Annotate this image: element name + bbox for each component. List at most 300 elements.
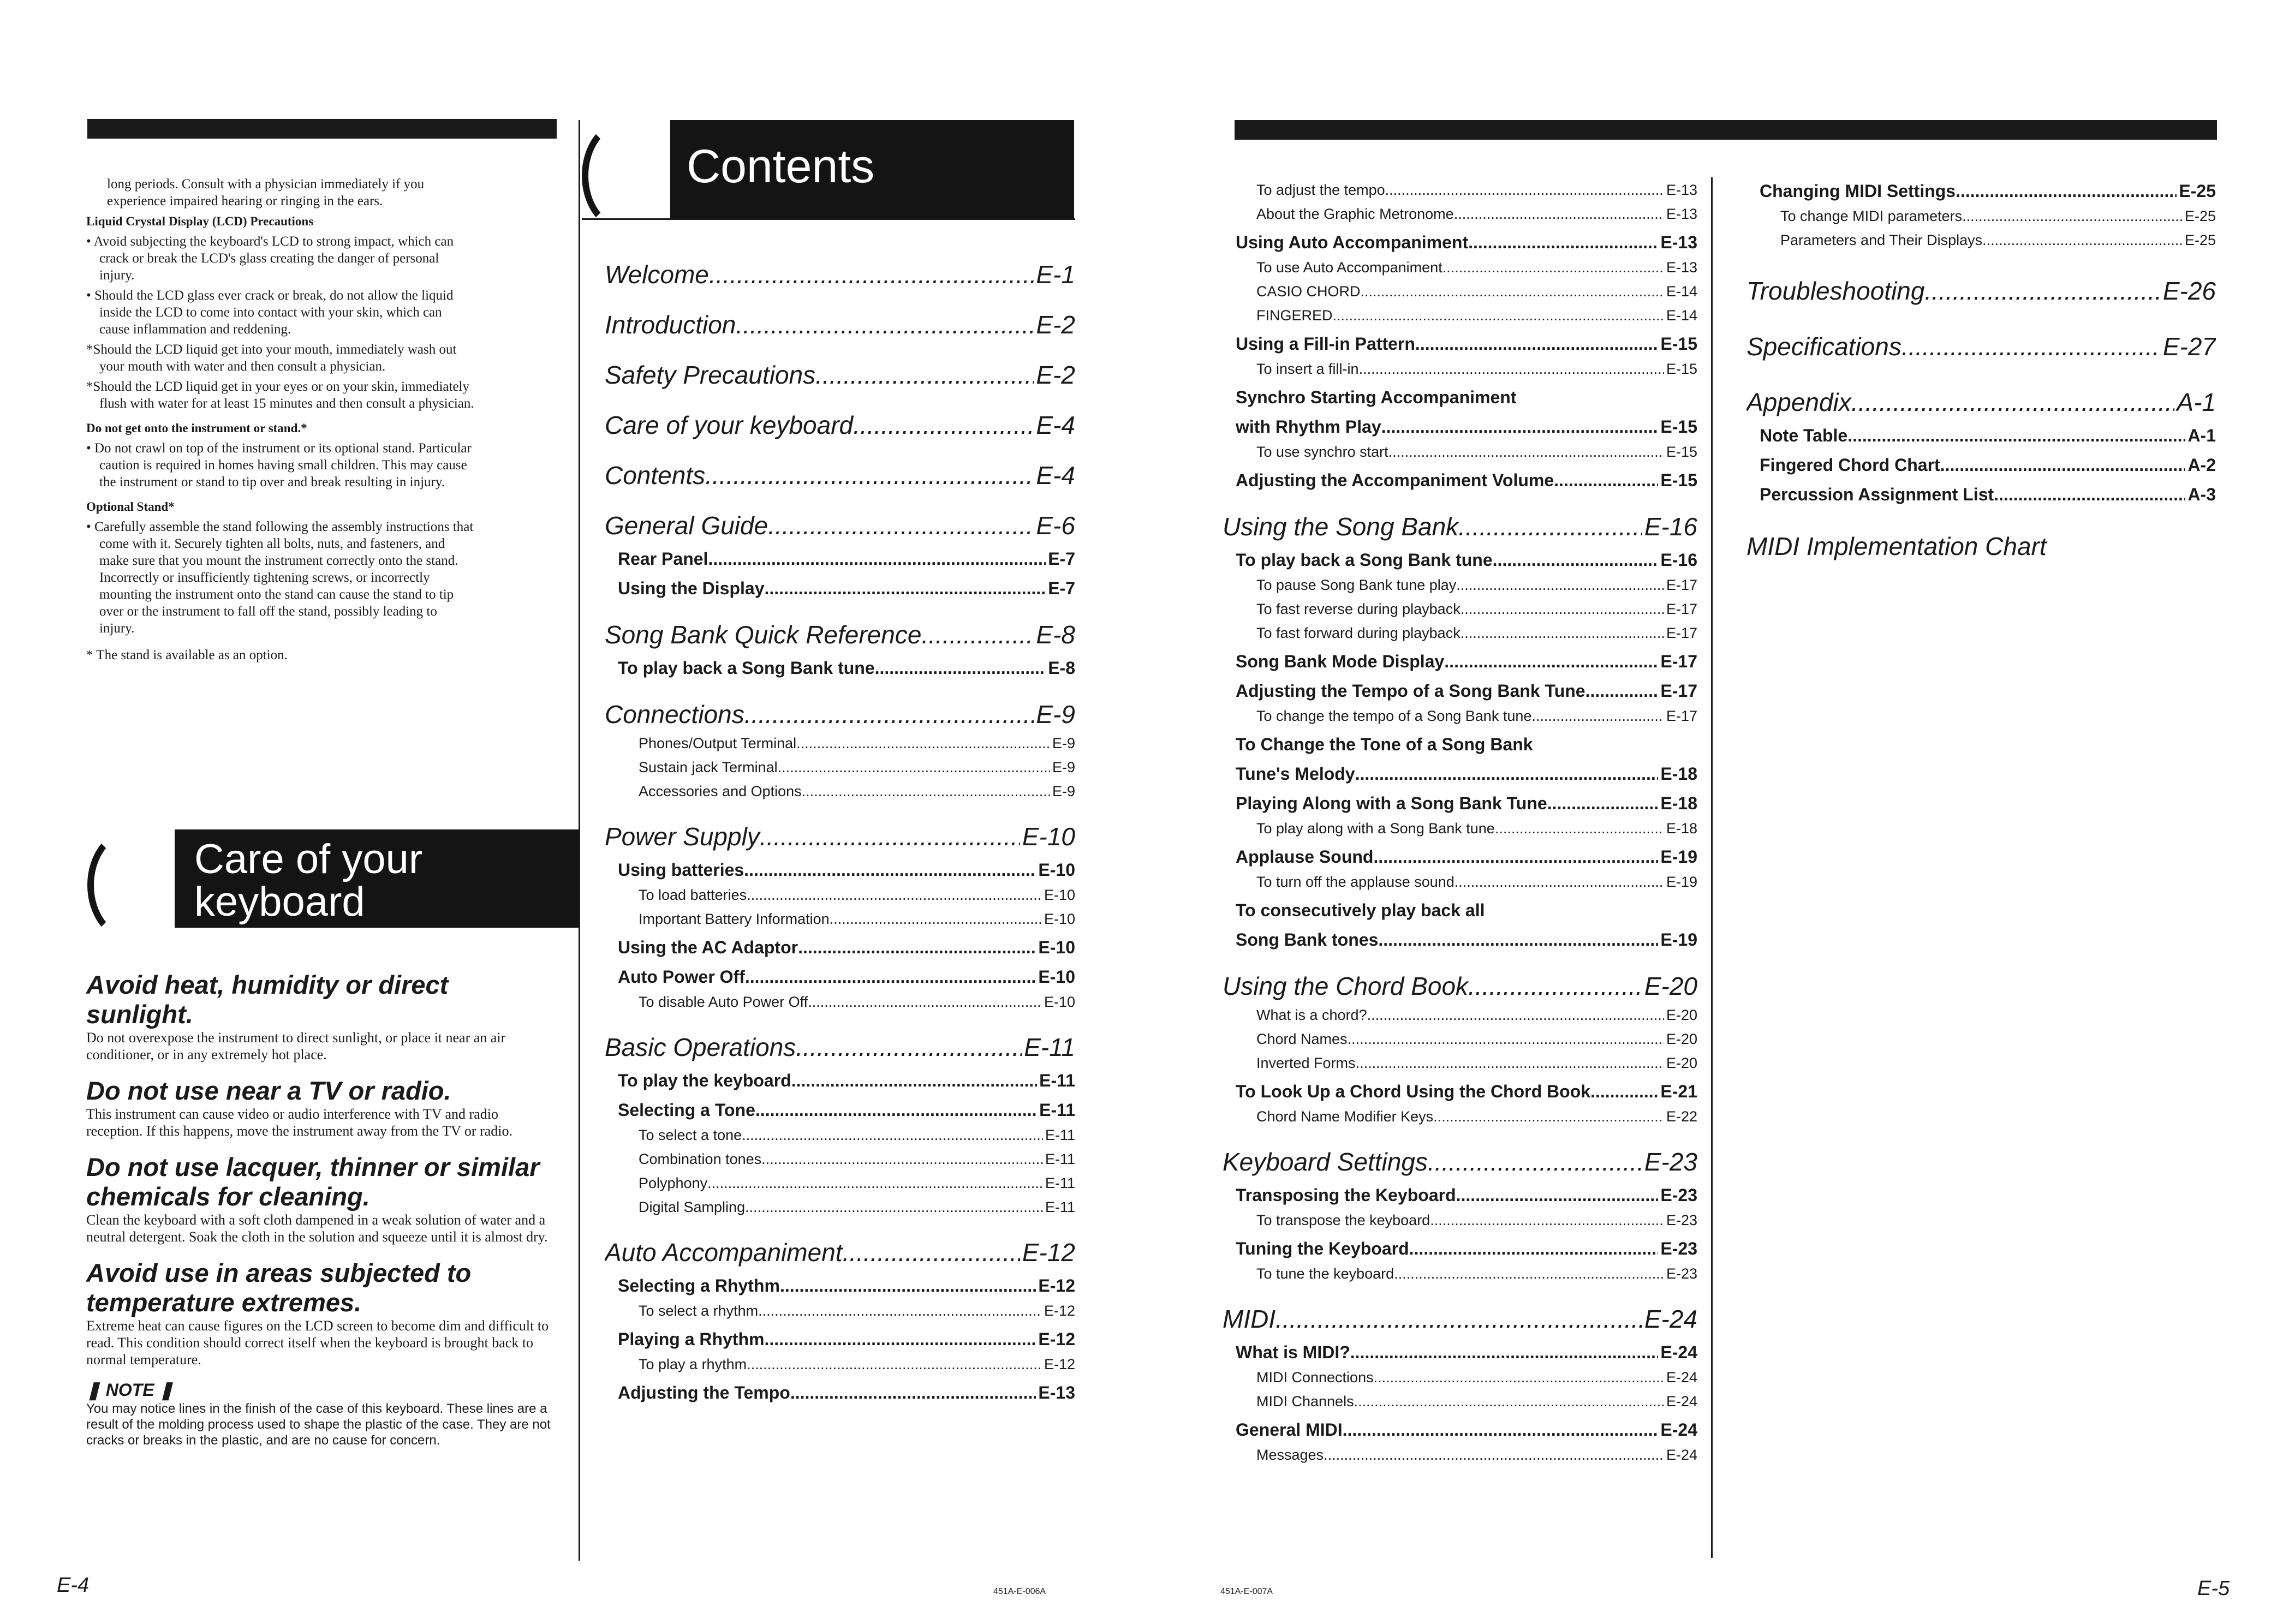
toc-entry-item[interactable]	[1223, 1365, 1697, 1389]
precautions-bullet: • Avoid subjecting the keyboard's LCD to strong impact, which can crack or break the LCD's glass creating the danger of personal injury.	[86, 234, 454, 283]
toc-entry-sec[interactable]	[605, 258, 1075, 291]
toc-label: To load batteries	[639, 887, 747, 903]
toc-entry-sub[interactable]	[1223, 790, 1697, 816]
toc-entry-item[interactable]	[1223, 1262, 1697, 1286]
toc-label: Adjusting the Tempo of a Song Bank Tune	[1236, 681, 1585, 701]
toc-label: General Guide	[605, 511, 768, 540]
toc-entry-sec[interactable]	[605, 408, 1075, 442]
toc-entry-item[interactable]	[605, 907, 1075, 931]
toc-entry-sub[interactable]	[1223, 648, 1697, 674]
care-body: This instrument can cause video or audio interference with TV and radio reception. If this happens, move the instrument away from the TV or radio.	[86, 1106, 513, 1139]
toc-entry-item[interactable]	[1223, 202, 1697, 226]
toc-page-number: E-27	[2162, 332, 2216, 361]
toc-label: To play back a Song Bank tune	[618, 658, 875, 678]
toc-entry-sec[interactable]	[605, 1235, 1075, 1269]
toc-label: To fast reverse during playback	[1256, 601, 1461, 617]
note-body: You may notice lines in the finish of the case of this keyboard. These lines are a result of the molding process used to shape the plastic of the case. They are not cracks or breaks in the plastic, and are no cause for concern.	[86, 1401, 551, 1448]
toc-label: Chord Names	[1256, 1031, 1348, 1047]
toc-page-number: E-18	[1660, 793, 1697, 813]
toc-leader-dots	[1956, 178, 2177, 204]
toc-leader-dots	[796, 731, 1050, 755]
toc-label: Synchro Starting Accompaniment	[1236, 387, 1517, 407]
toc-leader-dots	[1940, 452, 2186, 478]
toc-label: MIDI Channels	[1256, 1393, 1354, 1410]
toc-label: Auto Power Off	[618, 967, 745, 987]
toc-leader-dots	[1962, 204, 2183, 228]
toc-entry-sub[interactable]	[605, 575, 1075, 601]
toc-page-number: E-21	[1660, 1082, 1697, 1101]
toc-entry-sub[interactable]	[1223, 897, 1697, 923]
toc-leader-dots	[1324, 1443, 1664, 1467]
toc-entry-sub[interactable]	[1223, 414, 1697, 440]
toc-page-number: E-24	[1644, 1305, 1697, 1333]
toc-entry-sub[interactable]	[1223, 1235, 1697, 1262]
toc-entry-item[interactable]	[1223, 255, 1697, 279]
toc-label: To disable Auto Power Off	[639, 994, 808, 1010]
toc-entry-item[interactable]	[605, 779, 1075, 803]
toc-entry-item[interactable]	[605, 1195, 1075, 1219]
toc-entry-item[interactable]	[1223, 597, 1697, 621]
toc-leader-dots	[1847, 422, 2185, 449]
column-divider	[1711, 177, 1713, 1558]
toc-label: Rear Panel	[618, 549, 708, 569]
toc-leader-dots	[1442, 255, 1664, 279]
left-header-bar	[87, 119, 557, 139]
toc-entry-sub[interactable]	[605, 655, 1075, 681]
toc-leader-dots	[1458, 510, 1642, 544]
precautions-bullet: • Carefully assemble the stand following the assembly instructions that come with it. Securely tighten all bolts, nuts, and fasteners, and make sure that you mount the instrument correctly onto the stand. Incorrectly or insufficiently tightening screws, or incorrectly mounting the instrument onto the stand can cause the stand to tip over or the instrument to fall off the stand, possibly leading to injury.	[86, 520, 474, 636]
precautions-bullet: • Do not crawl on top of the instrument or its optional stand. Particular caution is required in homes having small children. This may cause the instrument or stand to tip over and break resulting in injury.	[86, 441, 472, 489]
toc-page-number: E-25	[2184, 232, 2216, 248]
toc-page-number: E-24	[1666, 1369, 1697, 1386]
care-heading: Avoid use in areas subjected to temperature extremes.	[86, 1258, 472, 1317]
toc-leader-dots	[755, 1097, 1037, 1123]
toc-leader-dots	[760, 820, 1020, 853]
toc-page-number: E-7	[1048, 549, 1075, 569]
toc-label: CASIO CHORD	[1256, 283, 1361, 300]
toc-page-number: E-16	[1644, 512, 1697, 541]
toc-entry-item[interactable]	[1223, 1208, 1697, 1232]
toc-entry-item[interactable]	[1223, 178, 1697, 202]
toc-entry-sub[interactable]	[1223, 927, 1697, 953]
toc-label: Song Bank Mode Display	[1236, 652, 1445, 671]
toc-label: To consecutively play back all	[1236, 900, 1485, 920]
toc-leader-dots	[921, 618, 1034, 652]
toc-entry-item[interactable]	[605, 1123, 1075, 1147]
toc-leader-dots	[1428, 1145, 1642, 1179]
toc-label: Accessories and Options	[639, 783, 802, 799]
toc-leader-dots	[1367, 1003, 1664, 1027]
right-page-number: E-5	[2197, 1577, 2230, 1600]
toc-entry-sub[interactable]	[1223, 678, 1697, 704]
toc-page-number: E-10	[1044, 994, 1075, 1010]
toc-leader-dots	[875, 655, 1046, 681]
toc-leader-dots	[1456, 573, 1664, 597]
toc-page-number: E-17	[1666, 601, 1697, 617]
toc-page-number: E-9	[1052, 783, 1075, 799]
toc-entry-item[interactable]	[1223, 1003, 1697, 1027]
toc-leader-dots	[745, 964, 1036, 990]
toc-page-number: E-1	[1036, 260, 1075, 289]
toc-page-number: E-11	[1039, 1100, 1075, 1120]
toc-page-number: E-17	[1666, 625, 1697, 641]
toc-label: To change MIDI parameters	[1780, 208, 1963, 224]
toc-entry-sub[interactable]	[1223, 1078, 1697, 1104]
toc-entry-item[interactable]	[1223, 1104, 1697, 1129]
toc-entry-sub[interactable]	[1223, 844, 1697, 870]
toc-page-number: E-2	[1036, 311, 1075, 339]
toc-entry-sub[interactable]	[605, 1273, 1075, 1299]
toc-leader-dots	[758, 1299, 1042, 1323]
care-title: Care of your keyboard	[194, 836, 423, 925]
toc-page-number: E-23	[1660, 1239, 1697, 1258]
toc-label: To play along with a Song Bank tune	[1256, 820, 1495, 837]
toc-entry-sub[interactable]	[1223, 331, 1697, 357]
toc-label: Combination tones	[639, 1151, 762, 1167]
toc-label: Using the Chord Book	[1223, 972, 1469, 1000]
toc-entry-item[interactable]	[1223, 1027, 1697, 1051]
toc-entry-item[interactable]	[1223, 279, 1697, 303]
toc-leader-dots	[1455, 870, 1664, 894]
toc-entry-sub[interactable]	[1223, 761, 1697, 787]
care-body: Extreme heat can cause figures on the LCD screen to become dim and difficult to read. This condition should correct itself when the keyboard is brought back to normal temperature.	[86, 1318, 549, 1368]
toc-label: To insert a fill-in	[1256, 361, 1359, 377]
toc-entry-item[interactable]	[605, 755, 1075, 779]
toc-page-number: E-11	[1045, 1199, 1075, 1215]
toc-label: Adjusting the Accompaniment Volume	[1236, 470, 1554, 490]
toc-page-number: E-14	[1666, 307, 1697, 324]
care-section	[86, 970, 556, 1063]
toc-entry-item[interactable]	[605, 1147, 1075, 1171]
toc-entry-sec[interactable]	[1746, 529, 2216, 563]
toc-label: Phones/Output Terminal	[639, 735, 797, 751]
toc-label: To transpose the keyboard	[1256, 1212, 1430, 1228]
toc-leader-dots	[744, 697, 1034, 731]
toc-page-number: E-10	[1038, 938, 1075, 957]
toc-entry-sub[interactable]	[1746, 481, 2216, 507]
toc-leader-dots	[790, 1380, 1036, 1406]
toc-entry-sec[interactable]	[605, 308, 1075, 342]
toc-label: Important Battery Information	[639, 911, 830, 927]
toc-page-number: E-24	[1666, 1447, 1697, 1463]
toc-entry-sec[interactable]	[605, 820, 1075, 853]
toc-page-number: E-23	[1644, 1148, 1697, 1176]
toc-page-number: E-10	[1038, 967, 1075, 987]
toc-page-number: E-15	[1660, 470, 1697, 490]
toc-leader-dots	[1585, 678, 1659, 704]
toc-entry-sub[interactable]	[605, 964, 1075, 990]
toc-entry-sub[interactable]	[605, 1097, 1075, 1123]
toc-page-number: E-19	[1660, 930, 1697, 950]
toc-leader-dots	[1394, 1262, 1664, 1286]
toc-leader-dots	[1461, 621, 1664, 645]
toc-page-number: E-11	[1024, 1033, 1075, 1061]
left-page-code: 451A-E-006A	[993, 1587, 1046, 1596]
toc-entry-sub[interactable]	[605, 857, 1075, 883]
toc-leader-dots	[778, 755, 1050, 779]
toc-label: To turn off the applause sound	[1256, 874, 1455, 890]
toc-label: To select a tone	[639, 1127, 742, 1143]
toc-entry-sub[interactable]	[1223, 467, 1697, 493]
toc-entry-item[interactable]	[1223, 870, 1697, 894]
toc-page-number: E-9	[1052, 759, 1075, 775]
column-divider	[579, 120, 580, 1561]
toc-leader-dots	[1433, 1104, 1664, 1129]
toc-label: To use Auto Accompaniment	[1256, 259, 1442, 276]
toc-label: Song Bank tones	[1236, 930, 1379, 950]
toc-leader-dots	[744, 857, 1036, 883]
toc-leader-dots	[1456, 1182, 1659, 1208]
toc-page-number: E-11	[1045, 1175, 1075, 1191]
toc-label: About the Graphic Metronome	[1256, 206, 1454, 222]
toc-label: To play a rhythm	[639, 1356, 747, 1372]
toc-leader-dots	[1444, 648, 1658, 674]
toc-entry-item[interactable]	[1746, 228, 2216, 252]
toc-entry-sec[interactable]	[605, 1030, 1075, 1064]
right-page-code: 451A-E-007A	[1220, 1587, 1273, 1596]
contents-rule	[582, 218, 1075, 220]
toc-entry-item[interactable]	[605, 990, 1075, 1014]
toc-entry-item[interactable]	[1223, 704, 1697, 728]
toc-label: Using a Fill-in Pattern	[1236, 334, 1415, 354]
toc-page-number: E-15	[1666, 444, 1697, 460]
toc-page-number: E-14	[1666, 283, 1697, 300]
toc-label: Playing a Rhythm	[618, 1329, 765, 1349]
toc-leader-dots	[1356, 1051, 1664, 1075]
precautions-heading: Optional Stand*	[86, 500, 175, 514]
toc-page-number: E-15	[1660, 417, 1697, 437]
toc-leader-dots	[1350, 1339, 1659, 1365]
toc-entry-sec[interactable]	[605, 697, 1075, 731]
toc-entry-item[interactable]	[605, 883, 1075, 907]
toc-label: To select a rhythm	[639, 1303, 759, 1319]
toc-leader-dots	[1430, 1208, 1664, 1232]
toc-label: MIDI Connections	[1256, 1369, 1374, 1386]
toc-label: Song Bank Quick Reference	[605, 620, 922, 649]
toc-page-number: E-18	[1660, 764, 1697, 784]
toc-entry-item[interactable]	[1223, 357, 1697, 381]
toc-label: To Change the Tone of a Song Bank	[1236, 735, 1533, 754]
toc-leader-dots	[705, 458, 1034, 492]
toc-leader-dots	[747, 1352, 1042, 1376]
toc-entry-sec[interactable]	[1223, 510, 1697, 544]
toc-entry-sec[interactable]	[605, 358, 1075, 392]
toc-leader-dots	[798, 934, 1036, 960]
toc-leader-dots	[1348, 1027, 1664, 1051]
toc-label: Specifications	[1746, 332, 1901, 361]
toc-entry-sec[interactable]	[1746, 385, 2216, 419]
toc-label: Connections	[605, 700, 744, 729]
toc-label: Parameters and Their Displays	[1780, 232, 1983, 248]
toc-leader-dots	[742, 1123, 1043, 1147]
toc-entry-item[interactable]	[1746, 204, 2216, 228]
toc-label: Using the Display	[618, 578, 765, 598]
toc-leader-dots	[1590, 1078, 1658, 1104]
toc-page-number: E-13	[1666, 206, 1697, 222]
toc-entry-sec[interactable]	[1223, 1302, 1697, 1336]
toc-entry-sub[interactable]	[1223, 384, 1697, 410]
toc-leader-dots	[808, 990, 1042, 1014]
toc-leader-dots	[1531, 704, 1664, 728]
toc-label: Contents	[605, 461, 706, 489]
precautions-bullet: *Should the LCD liquid get in your eyes or on your skin, immediately flush with water for at least 15 minutes and then consult a physician.	[86, 379, 474, 411]
toc-entry-sec[interactable]	[605, 509, 1075, 542]
toc-entry-sub[interactable]	[1746, 452, 2216, 478]
note-marker: ❚	[154, 1380, 174, 1400]
toc-label: To Look Up a Chord Using the Chord Book	[1236, 1082, 1591, 1101]
toc-page-number: E-23	[1666, 1265, 1697, 1282]
toc-page-number: E-15	[1666, 361, 1697, 377]
toc-page-number: E-17	[1666, 577, 1697, 593]
toc-page-number: E-17	[1666, 708, 1697, 724]
toc-leader-dots	[1354, 1389, 1664, 1413]
toc-label: Using batteries	[618, 860, 744, 880]
toc-page-number: E-20	[1666, 1007, 1697, 1023]
toc-label: Applause Sound	[1236, 847, 1374, 867]
toc-page-number: E-17	[1660, 681, 1697, 701]
toc-label: Playing Along with a Song Bank Tune	[1236, 793, 1547, 813]
toc-leader-dots	[1275, 1302, 1642, 1336]
toc-leader-dots	[709, 258, 1034, 291]
toc-entry-sub[interactable]	[1223, 731, 1697, 757]
toc-leader-dots	[1385, 178, 1664, 202]
toc-label: Care of your keyboard	[605, 411, 854, 439]
contents-title: Contents	[687, 140, 875, 193]
toc-label: Using the AC Adaptor	[618, 938, 798, 957]
toc-leader-dots	[1359, 357, 1664, 381]
toc-leader-dots	[1924, 274, 2160, 308]
toc-entry-sub[interactable]	[1223, 547, 1697, 573]
toc-entry-sub[interactable]	[605, 1380, 1075, 1406]
toc-entry-sub[interactable]	[605, 1326, 1075, 1352]
toc-entry-sub[interactable]	[1223, 1339, 1697, 1365]
toc-leader-dots	[1378, 927, 1658, 953]
left-page-number: E-4	[57, 1574, 90, 1597]
toc-entry-sub[interactable]	[1223, 1417, 1697, 1443]
toc-page-number: A-2	[2187, 455, 2216, 475]
toc-page-number: E-11	[1045, 1127, 1075, 1143]
toc-leader-dots	[1493, 547, 1659, 573]
toc-page-number: E-12	[1038, 1276, 1075, 1295]
toc-leader-dots	[745, 1195, 1043, 1219]
toc-label: Tuning the Keyboard	[1236, 1239, 1409, 1258]
toc-label: MIDI Implementation Chart	[1746, 532, 2047, 560]
toc-entry-item[interactable]	[1223, 440, 1697, 464]
toc-entry-sub[interactable]	[1223, 229, 1697, 255]
toc-page-number: E-26	[2162, 277, 2216, 305]
care-heading: Do not use lacquer, thinner or similar chemicals for cleaning.	[86, 1153, 540, 1211]
toc-page-number: E-10	[1022, 822, 1075, 851]
toc-entry-sec[interactable]	[605, 458, 1075, 492]
toc-page-number: E-9	[1052, 735, 1075, 751]
toc-page-number: E-10	[1044, 911, 1075, 927]
toc-entry-item[interactable]	[1223, 1051, 1697, 1075]
toc-label: To play back a Song Bank tune	[1236, 550, 1493, 570]
toc-page-number: E-13	[1666, 259, 1697, 276]
toc-page-number: E-24	[1660, 1342, 1697, 1362]
toc-label: Selecting a Tone	[618, 1100, 755, 1120]
toc-entry-item[interactable]	[1223, 1389, 1697, 1413]
toc-leader-dots	[830, 907, 1042, 931]
toc-entry-item[interactable]	[1223, 816, 1697, 840]
toc-entry-item[interactable]	[605, 1299, 1075, 1323]
toc-leader-dots	[1851, 385, 2175, 419]
toc-entry-sec[interactable]	[1746, 274, 2216, 308]
toc-entry-item[interactable]	[605, 1171, 1075, 1195]
toc-label: Auto Accompaniment	[605, 1238, 843, 1267]
toc-label: Polyphony	[639, 1175, 708, 1191]
toc-label: with Rhythm Play	[1236, 417, 1381, 437]
toc-leader-dots	[1381, 414, 1659, 440]
toc-leader-dots	[843, 1235, 1020, 1269]
toc-leader-dots	[853, 408, 1034, 442]
toc-entry-sec[interactable]	[1746, 330, 2216, 363]
toc-leader-dots	[768, 509, 1034, 542]
toc-leader-dots	[791, 1067, 1037, 1094]
toc-entry-sec[interactable]	[1223, 969, 1697, 1003]
precautions-bullet: *Should the LCD liquid get into your mouth, immediately wash out your mouth with water and then consult a physician.	[86, 342, 457, 374]
toc-page-number: E-7	[1048, 578, 1075, 598]
toc-page-number: E-4	[1036, 461, 1075, 489]
toc-leader-dots	[708, 546, 1046, 572]
toc-entry-item[interactable]	[1223, 621, 1697, 645]
toc-entry-sec[interactable]	[605, 618, 1075, 652]
toc-page-number: E-25	[2179, 181, 2216, 201]
toc-page-number: E-17	[1660, 652, 1697, 671]
toc-column-3	[1746, 178, 2216, 563]
toc-page-number: E-19	[1660, 847, 1697, 867]
toc-leader-dots	[1468, 229, 1658, 255]
toc-entry-item[interactable]	[605, 1352, 1075, 1376]
toc-page-number: A-1	[2187, 426, 2216, 445]
toc-page-number: E-4	[1036, 411, 1075, 439]
toc-leader-dots	[1374, 1365, 1664, 1389]
toc-entry-sub[interactable]	[605, 934, 1075, 960]
toc-label: Appendix	[1746, 388, 1851, 416]
toc-page-number: A-3	[2187, 485, 2216, 504]
toc-entry-sub[interactable]	[1746, 422, 2216, 449]
toc-entry-item[interactable]	[605, 731, 1075, 755]
toc-leader-dots	[796, 1030, 1022, 1064]
toc-entry-item[interactable]	[1223, 573, 1697, 597]
toc-label: Welcome	[605, 260, 709, 289]
toc-label: To fast forward during playback	[1256, 625, 1461, 641]
toc-leader-dots	[1373, 844, 1658, 870]
toc-leader-dots	[761, 1147, 1043, 1171]
toc-entry-sub[interactable]	[1746, 178, 2216, 204]
toc-entry-item[interactable]	[1223, 1443, 1697, 1467]
toc-leader-dots	[707, 1171, 1043, 1195]
toc-page-number: E-22	[1666, 1108, 1697, 1125]
toc-entry-item[interactable]	[1223, 303, 1697, 327]
toc-label: Sustain jack Terminal	[639, 759, 778, 775]
toc-label: Fingered Chord Chart	[1760, 455, 1940, 475]
toc-label: FINGERED	[1256, 307, 1333, 324]
toc-leader-dots	[1415, 331, 1658, 357]
toc-label: Tune's Melody	[1236, 764, 1355, 784]
toc-leader-dots	[1901, 330, 2161, 363]
toc-entry-sub[interactable]	[605, 546, 1075, 572]
toc-page-number: E-8	[1048, 658, 1075, 678]
toc-entry-sec[interactable]	[1223, 1145, 1697, 1179]
toc-label: General MIDI	[1236, 1420, 1343, 1440]
toc-label: To pause Song Bank tune play	[1256, 577, 1457, 593]
toc-page-number: E-9	[1036, 700, 1075, 729]
care-heading: Avoid heat, humidity or direct sunlight.	[86, 970, 449, 1029]
toc-entry-sub[interactable]	[605, 1067, 1075, 1094]
toc-entry-sub[interactable]	[1223, 1182, 1697, 1208]
toc-page-number: E-15	[1660, 334, 1697, 354]
